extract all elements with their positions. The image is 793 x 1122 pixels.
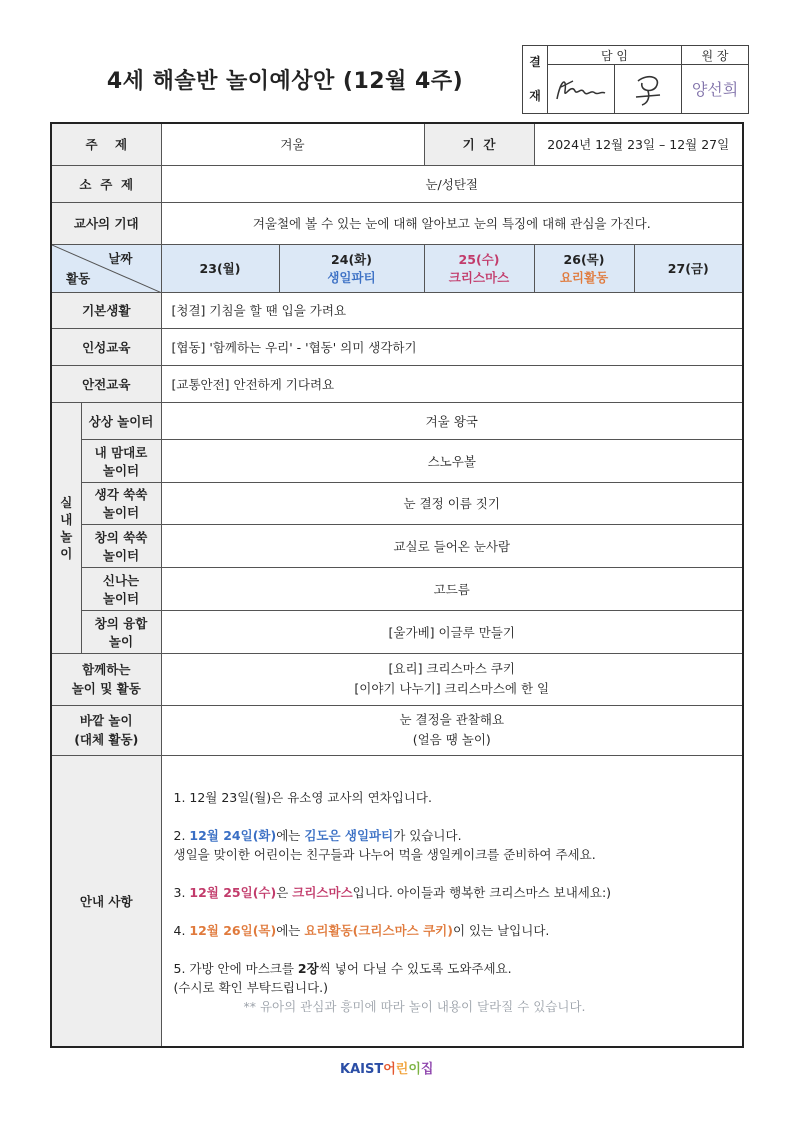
together-label: 함께하는 놀이 및 활동 [51, 653, 161, 705]
indoor-play-label: 창의 쑥쑥 놀이터 [81, 524, 161, 567]
indoor-play-value: 겨울 왕국 [161, 402, 743, 439]
day-col-thu: 26(목) 요리활동 [534, 244, 634, 292]
indoor-play-label: 창의 융합 놀이 [81, 610, 161, 653]
day-col-fri: 27(금) [634, 244, 743, 292]
subtheme-value: 눈/성탄절 [161, 165, 743, 202]
day-col-mon: 23(월) [161, 244, 279, 292]
notice-item-2: 2. 12월 24일(화)에는 김도은 생일파티가 있습니다. [173, 827, 462, 843]
routine-label: 기본생활 [51, 292, 161, 328]
routine-value: [교통안전] 안전하게 기다려요 [161, 365, 743, 402]
indoor-play-value: 눈 결정 이름 짓기 [161, 482, 743, 524]
routine-value: [청결] 기침을 할 땐 입을 가려요 [161, 292, 743, 328]
indoor-play-value: [울가베] 이글루 만들기 [161, 610, 743, 653]
theme-label: 주 제 [51, 123, 161, 165]
outdoor-value: 눈 결정을 관찰해요 (얼음 땡 놀이) [161, 705, 743, 755]
period-value: 2024년 12월 23일 – 12월 27일 [534, 123, 743, 165]
theme-value: 겨울 [161, 123, 424, 165]
svg-text:양선희: 양선희 [691, 80, 739, 99]
approval-side-label: 결 재 [523, 46, 548, 114]
period-label: 기 간 [424, 123, 534, 165]
notice-item-3: 3. 12월 25일(수)은 크리스마스입니다. 아이들과 행복한 크리스마스 보내세요:) [173, 884, 612, 900]
teacher-expectation-value: 겨울철에 볼 수 있는 눈에 대해 알아보고 눈의 특징에 대해 관심을 가진다. [161, 202, 743, 244]
notice-item-4: 4. 12월 26일(목)에는 요리활동(크리스마스 쿠키)이 있는 날입니다. [173, 922, 550, 938]
routine-label: 인성교육 [51, 328, 161, 365]
indoor-play-group-label: 실 내 놀 이 [51, 402, 81, 653]
together-value: [요리] 크리스마스 쿠키 [이야기 나누기] 크리스마스에 한 일 [161, 653, 743, 705]
notice-label: 안내 사항 [51, 755, 161, 1047]
day-col-tue: 24(화) 생일파티 [279, 244, 424, 292]
kaist-kindergarten-logo: KAIST어린이집 [340, 1062, 434, 1077]
subtheme-label: 소 주 제 [51, 165, 161, 202]
principal-signature [682, 65, 749, 114]
indoor-play-value: 고드름 [161, 567, 743, 610]
notice-content [161, 755, 743, 1047]
document-title: 4세 해솔반 놀이예상안 (12월 4주) [106, 69, 464, 94]
plan-table [50, 122, 744, 1048]
teacher-expectation-label: 교사의 기대 [51, 202, 161, 244]
teacher-signature-2 [615, 65, 682, 114]
approval-header-wonjang: 원 장 [682, 46, 749, 65]
indoor-play-label: 내 맘대로 놀이터 [81, 439, 161, 482]
indoor-play-value: 스노우볼 [161, 439, 743, 482]
approval-header-damim: 담 임 [548, 46, 682, 65]
notice-item-5: 5. 가방 안에 마스크를 2장씩 넣어 다닐 수 있도록 도와주세요. [173, 960, 512, 976]
indoor-play-label: 상상 놀이터 [81, 402, 161, 439]
indoor-play-value: 교실로 들어온 눈사람 [161, 524, 743, 567]
approval-box [522, 45, 749, 114]
teacher-signature-1 [548, 65, 615, 114]
notice-footnote: ** 유아의 관심과 흥미에 따라 놀이 내용이 달라질 수 있습니다. [243, 998, 586, 1014]
day-col-wed: 25(수) 크리스마스 [424, 244, 534, 292]
indoor-play-label: 신나는 놀이터 [81, 567, 161, 610]
date-activity-corner: 날짜 활동 [51, 244, 161, 292]
notice-item-5-line2: (수시로 확인 부탁드립니다.) [173, 979, 328, 995]
outdoor-label: 바깥 놀이 (대체 활동) [51, 705, 161, 755]
indoor-play-label: 생각 쑥쑥 놀이터 [81, 482, 161, 524]
routine-value: [협동] '함께하는 우리' - '협동' 의미 생각하기 [161, 328, 743, 365]
notice-item-1: 1. 12월 23일(월)은 유소영 교사의 연차입니다. [173, 789, 432, 805]
notice-item-2-line2: 생일을 맞이한 어린이는 친구들과 나누어 먹을 생일케이크를 준비하여 주세요. [173, 846, 596, 862]
routine-label: 안전교육 [51, 365, 161, 402]
